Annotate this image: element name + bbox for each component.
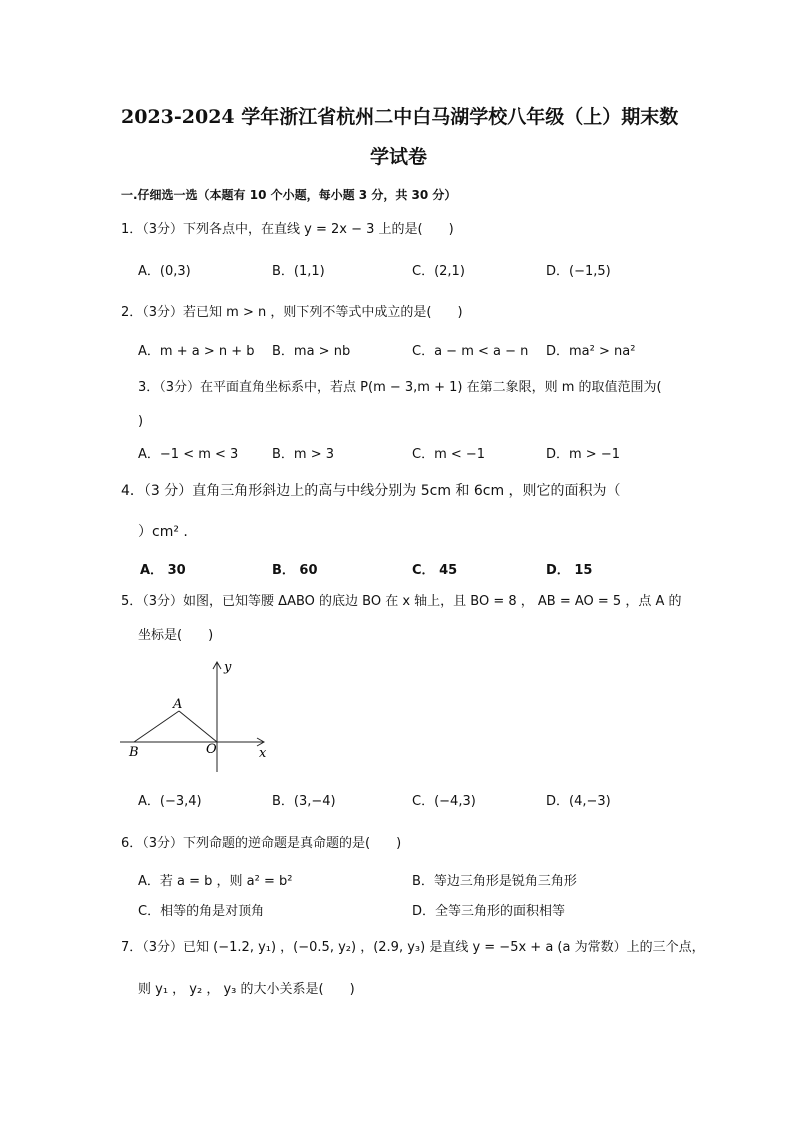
- question-2-option-d: D．ma² > na²: [546, 344, 636, 359]
- question-2-option-a: A．m + a > n + b: [138, 344, 255, 359]
- point-b-label: B: [129, 745, 139, 760]
- point-o-label: O: [206, 742, 217, 757]
- question-5-stem-line2: 坐标是( ): [138, 628, 214, 643]
- question-4-stem-line1: 4．（3 分）直角三角形斜边上的高与中线分别为 5cm 和 6cm ，则它的面积为（: [121, 483, 621, 499]
- question-7-stem-line1: 7．（3分）已知 (−1.2, y₁) ，(−0.5, y₂) ，(2.9, y₃) 是直线 y = −5x + a (a 为常数）上的三个点，: [121, 940, 705, 955]
- question-5-figure: [114, 656, 284, 776]
- x-axis-label: x: [259, 746, 267, 761]
- question-6-option-d: D．全等三角形的面积相等: [412, 904, 566, 919]
- question-1-option-a: A．(0,3): [138, 264, 191, 279]
- exam-title-line1: 2023-2024 学年浙江省杭州二中白马湖学校八年级（上）期末数: [121, 106, 679, 128]
- question-5-stem-line1: 5．（3分）如图，已知等腰 ΔABO 的底边 BO 在 x 轴上，且 BO = 8 ， AB = AO = 5 ，点 A 的: [121, 594, 682, 609]
- question-6-stem: 6．（3分）下列命题的逆命题是真命题的是( ): [121, 836, 402, 851]
- question-3-option-d: D．m > −1: [546, 447, 620, 462]
- question-1-stem: 1．（3分）下列各点中，在直线 y = 2x − 3 上的是( ): [121, 222, 454, 237]
- question-2-option-c: C．a − m < a − n: [412, 344, 529, 359]
- question-3-option-b: B．m > 3: [272, 447, 335, 462]
- question-2-stem: 2．（3分）若已知 m > n ，则下列不等式中成立的是( ): [121, 305, 463, 320]
- side-ao: [179, 711, 217, 742]
- question-5-option-d: D．(4,−3): [546, 794, 611, 809]
- question-4-option-b: B． 60: [272, 563, 318, 578]
- question-5-option-a: A．(−3,4): [138, 794, 202, 809]
- question-3-option-a: A．−1 < m < 3: [138, 447, 239, 462]
- question-4-stem-line2: ）cm² .: [138, 524, 188, 540]
- question-5-option-c: C．(−4,3): [412, 794, 476, 809]
- y-axis-label: y: [224, 660, 232, 675]
- side-ab: [134, 711, 179, 742]
- question-3-stem-line2: ): [138, 414, 144, 429]
- question-1-option-c: C．(2,1): [412, 264, 465, 279]
- question-6-option-c: C．相等的角是对顶角: [138, 904, 265, 919]
- question-3-option-c: C．m < −1: [412, 447, 486, 462]
- section-heading: 一.仔细选一选（本题有 10 个小题，每小题 3 分，共 30 分）: [121, 188, 457, 202]
- question-4-option-c: C． 45: [412, 563, 458, 578]
- point-a-label: A: [173, 697, 183, 712]
- question-2-option-b: B．ma > nb: [272, 344, 351, 359]
- question-3-stem-line1: 3．（3分）在平面直角坐标系中，若点 P(m − 3,m + 1) 在第二象限，则 m 的取值范围为(: [138, 380, 662, 395]
- question-6-option-a: A．若 a = b ，则 a² = b²: [138, 874, 293, 889]
- question-5-option-b: B．(3,−4): [272, 794, 336, 809]
- question-7-stem-line2: 则 y₁ ， y₂ ， y₃ 的大小关系是( ): [138, 982, 355, 997]
- question-6-option-b: B．等边三角形是锐角三角形: [412, 874, 577, 889]
- question-4-option-a: A． 30: [140, 563, 186, 578]
- exam-title-line2: 学试卷: [370, 146, 428, 168]
- question-1-option-b: B．(1,1): [272, 264, 325, 279]
- question-4-option-d: D． 15: [546, 563, 593, 578]
- question-1-option-d: D．(−1,5): [546, 264, 611, 279]
